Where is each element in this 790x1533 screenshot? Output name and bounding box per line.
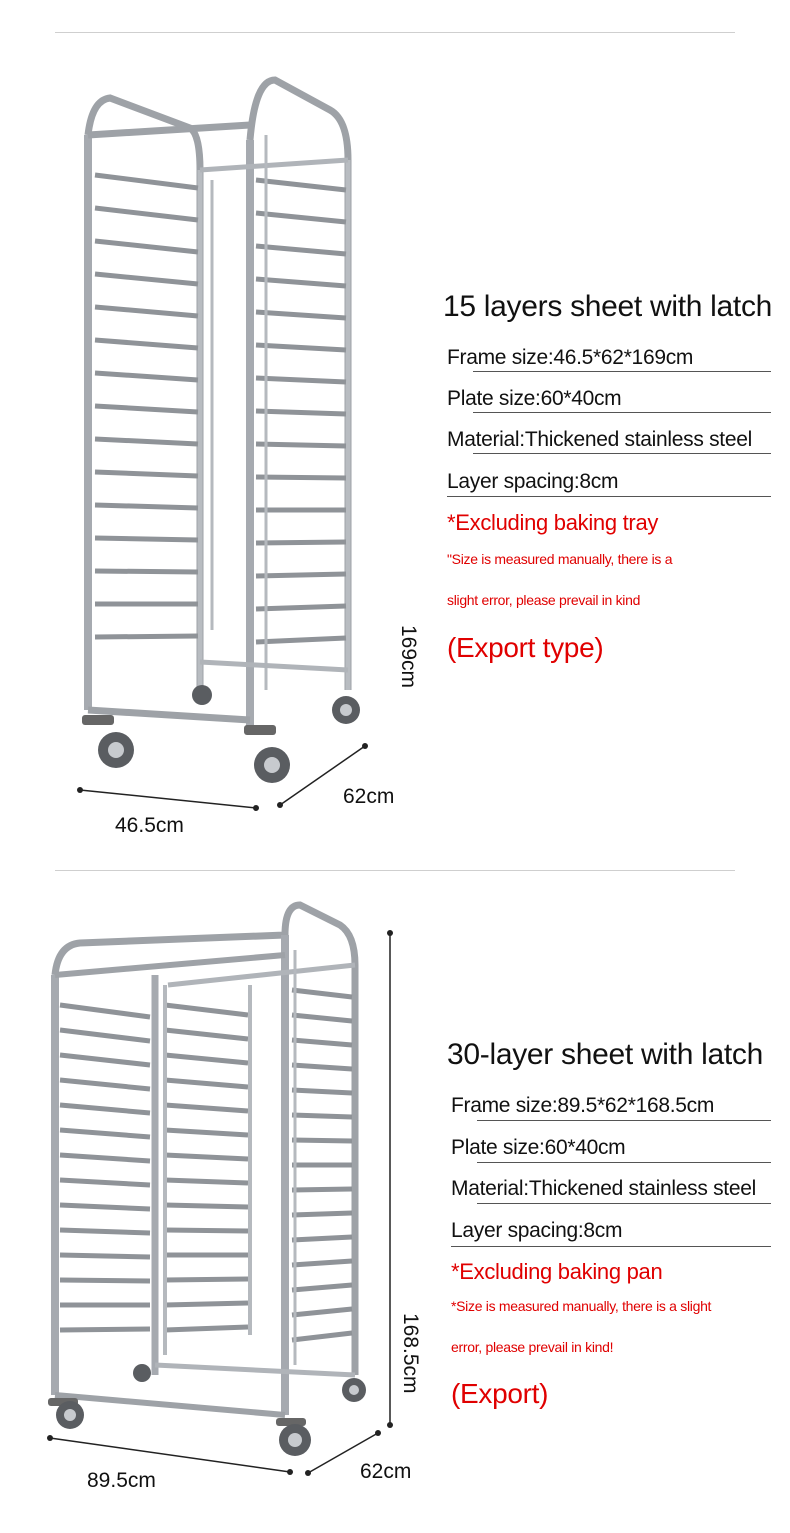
height-dimension-label: 168.5cm [399, 1313, 422, 1394]
layer-spacing-text: Layer spacing:8cm [447, 470, 619, 493]
size-note-line-1: *Size is measured manually, there is a slight [451, 1298, 712, 1314]
frame-size-text: Frame size:46.5*62*169cm [447, 346, 694, 369]
underline [473, 371, 771, 372]
export-type-label: (Export type) [447, 632, 604, 663]
height-dimension-label: 169cm [397, 625, 420, 689]
size-note-line-2: error, please prevail in kind! [451, 1339, 614, 1355]
underline [447, 496, 771, 497]
spec-block-15-layer [443, 290, 783, 680]
material-text: Material:Thickened stainless steel [447, 428, 752, 451]
depth-dimension-label: 62cm [343, 785, 395, 808]
excluding-note: *Excluding baking tray [447, 510, 659, 535]
excluding-note: *Excluding baking pan [451, 1259, 663, 1284]
product-title: 30-layer sheet with latch [447, 1038, 763, 1071]
underline [477, 1120, 771, 1121]
underline [451, 1246, 771, 1247]
width-dimension-label: 46.5cm [115, 814, 184, 837]
frame-size-text: Frame size:89.5*62*168.5cm [451, 1094, 715, 1117]
material-text: Material:Thickened stainless steel [451, 1177, 756, 1200]
depth-dimension-label: 62cm [360, 1460, 412, 1483]
product-title: 15 layers sheet with latch [443, 290, 773, 323]
underline [477, 1162, 771, 1163]
rack-15-layer-image [0, 30, 380, 850]
layer-spacing-text: Layer spacing:8cm [451, 1219, 623, 1242]
width-dimension-label: 89.5cm [87, 1469, 156, 1492]
rack-30-layer-image [0, 895, 400, 1515]
export-type-label: (Export) [451, 1378, 549, 1409]
underline [473, 453, 771, 454]
plate-size-text: Plate size:60*40cm [447, 387, 622, 410]
plate-size-text: Plate size:60*40cm [451, 1136, 626, 1159]
underline [477, 1203, 771, 1204]
size-note-line-2: slight error, please prevail in kind [447, 592, 641, 608]
size-note-line-1: "Size is measured manually, there is a [447, 551, 673, 567]
divider-middle [55, 870, 735, 871]
spec-block-30-layer [447, 1038, 787, 1438]
underline [473, 412, 771, 413]
